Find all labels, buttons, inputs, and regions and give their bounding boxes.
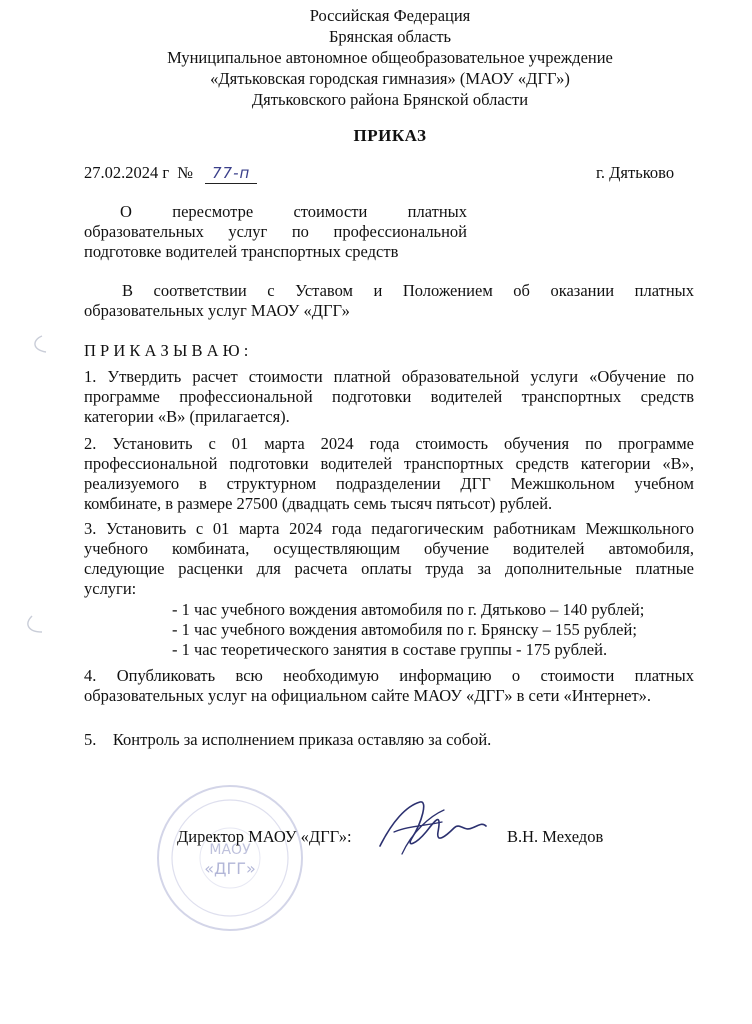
rate-line: - 1 час теоретического занятия в составе группы - 175 рублей.	[172, 640, 608, 659]
rate-line: - 1 час учебного вождения автомобиля по г. Дятьково – 140 рублей;	[172, 600, 645, 619]
stamp-seal	[144, 780, 314, 940]
item-line: комбинате, в размере 27500 (двадцать семь тысяч пятьсот) рублей.	[84, 494, 553, 513]
rate-line: - 1 час учебного вождения автомобиля по г. Брянску – 155 рублей;	[172, 620, 637, 639]
order-city: г. Дятьково	[596, 163, 675, 182]
scan-artifact	[18, 610, 48, 640]
order-item-5: 5. Контроль за исполнением приказа оставляю за собой.	[84, 730, 492, 749]
handwritten-signature	[372, 792, 492, 864]
header-org-type: Муниципальное автономное общеобразовательное учреждение	[167, 48, 613, 67]
preamble-line: образовательных услуг МАОУ «ДГГ»	[84, 301, 350, 320]
header-district: Дятьковского района Брянской области	[251, 90, 529, 109]
doc-title: ПРИКАЗ	[353, 126, 427, 145]
signatory-role: Директор МАОУ «ДГГ»:	[177, 827, 352, 846]
subject-line: О пересмотре стоимости платных	[120, 202, 467, 221]
preamble-line: В соответствии с Уставом и Положением об оказании платных	[122, 281, 694, 300]
item-line: 3. Установить с 01 марта 2024 года педагогическим работникам Межшкольного	[84, 519, 694, 538]
preamble	[84, 281, 694, 321]
subject-block	[84, 202, 467, 262]
signatory-name: В.Н. Мехедов	[507, 827, 604, 846]
scan-artifact	[24, 330, 54, 360]
item-line: программе профессиональной подготовки водителей транспортных средств	[84, 387, 694, 406]
number-sign: №	[177, 163, 194, 182]
order-word: П Р И К А З Ы В А Ю :	[84, 341, 249, 360]
item-line: услуги:	[84, 579, 137, 598]
header-country: Российская Федерация	[309, 6, 471, 25]
subject-line: подготовке водителей транспортных средств	[84, 242, 399, 261]
item-line: профессиональной подготовки водителей транспортных средств категории «В»,	[84, 454, 694, 473]
order-date: 27.02.2024 г	[84, 163, 170, 182]
order-item-2	[84, 434, 694, 514]
item-line: реализуемого в структурном подразделении ДГГ Межшкольном учебном	[84, 474, 694, 493]
order-item-4	[84, 666, 694, 706]
subject-line: образовательных услуг по профессиональной	[84, 222, 467, 241]
item-line: 1. Утвердить расчет стоимости платной образовательной услуги «Обучение по	[84, 367, 694, 386]
item-line: 2. Установить с 01 марта 2024 года стоимость обучения по программе	[84, 434, 694, 453]
order-date-row	[84, 163, 257, 184]
order-number: 77-п	[205, 163, 257, 184]
order-item-3	[84, 519, 694, 599]
header-org-name: «Дятьковская городская гимназия» (МАОУ «ДГГ»)	[210, 69, 570, 88]
item-line: учебного комбината, осуществляющим обучение водителей автомобиля,	[84, 539, 694, 558]
header-region: Брянская область	[328, 27, 452, 46]
item-line: образовательных услуг на официальном сайте МАОУ «ДГГ» в сети «Интернет».	[84, 686, 652, 705]
item-line: категории «В» (прилагается).	[84, 407, 290, 426]
item-line: 4. Опубликовать всю необходимую информацию о стоимости платных	[84, 666, 694, 685]
stamp-text: МАОУ	[209, 842, 251, 858]
stamp-text: «ДГГ»	[204, 859, 256, 878]
order-item-1	[84, 367, 694, 427]
item-line: следующие расценки для расчета оплаты труда за дополнительные платные	[84, 559, 694, 578]
